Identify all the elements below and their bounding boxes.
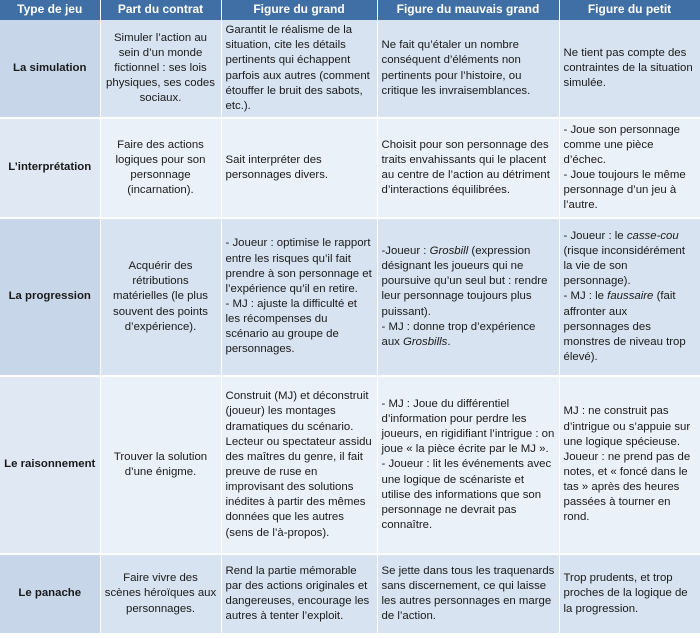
cell-mauvais-grand: Se jette dans tous les traquenards sans discernement, ce qui laisse les autres personnages en marge de l’action. — [377, 554, 559, 634]
header-figure-du-grand: Figure du grand — [221, 0, 377, 20]
cell-petit: Trop prudents, et trop proches de la logique de la progression. — [559, 554, 700, 634]
petit-line: - Joueur : le casse-cou (risque inconsidérément la vie de son personnage). — [563, 229, 686, 288]
cell-part: Faire des actions logiques pour son personnage (incarnation). — [100, 118, 221, 218]
cell-grand: Sait interpréter des personnages divers. — [221, 118, 377, 218]
table-row-interpretation — [0, 118, 700, 218]
cell-type: La simulation — [0, 20, 100, 118]
table-row-simulation — [0, 20, 700, 118]
cell-type: Le raisonnement — [0, 376, 100, 554]
cell-petit: Ne tient pas compte des contraintes de la situation simulée. — [559, 20, 700, 118]
cell-grand: Rend la partie mémorable par des actions originales et dangereuses, encourage les autres à tenter l’exploit. — [221, 554, 377, 634]
grand-line: - Joueur : optimise le rapport entre les risques qu’il fait prendre à son personnage et l’expérience qu’il en retire. — [225, 237, 372, 295]
cell-grand: Construit (MJ) et déconstruit (joueur) les montages dramatiques du scénario. Lecteur ou spectateur assidu des maîtres du genre, il fait preuve de ruse en improvisant des solutions inédites à partir des mêmes données que les autres (sens de l’à-propos). — [221, 376, 377, 554]
cell-petit — [559, 376, 700, 554]
cell-part: Trouver la solution d’une énigme. — [100, 376, 221, 554]
petit-line: - MJ : le faussaire (fait affronter aux personnages des monstres de niveau trop élevé). — [563, 290, 686, 364]
petit-line: - Joue toujours le même personnage d’un jeu à l’autre. — [563, 169, 686, 212]
petit-line: - Joue son personnage comme une pièce d’échec. — [563, 123, 681, 166]
grand-line: - MJ : ajuste la difficulté et les récompenses du scénario au groupe de personnages. — [225, 298, 357, 356]
petit-line: Joueur : ne prend pas de notes, et « foncé dans le tas » après des heures passées à tourner en rond. — [563, 450, 691, 524]
cell-grand: Garantit le réalisme de la situation, cite les détails pertinents qui échappent parfois aux autres (comment étouffer le bruit des sabots, etc.). — [221, 20, 377, 118]
cell-part: Simuler l’action au sein d’un monde fictionnel : ses lois physiques, ses codes sociaux. — [100, 20, 221, 118]
table-row-progression — [0, 218, 700, 376]
table-row-panache — [0, 554, 700, 634]
cell-part: Acquérir des rétributions matérielles (le plus souvent des points d’expérience). — [100, 218, 221, 376]
mauvais-line: -Joueur : Grosbill (expression désignant les joueurs qui ne poursuive qu’un seul but : rendre leur personnage toujours plus puissant). — [381, 244, 548, 318]
cell-grand — [221, 218, 377, 376]
cell-petit — [559, 218, 700, 376]
cell-mauvais-grand: Ne fait qu’étaler un nombre conséquent d’éléments non pertinents pour l’histoire, ou critique les invraisemblances. — [377, 20, 559, 118]
cell-part: Faire vivre des scènes héroïques aux personnages. — [100, 554, 221, 634]
header-type-de-jeu: Type de jeu — [0, 0, 100, 20]
header-part-du-contrat: Part du contrat — [100, 0, 221, 20]
cell-mauvais-grand — [377, 218, 559, 376]
cell-type: La progression — [0, 218, 100, 376]
cell-type: L’interprétation — [0, 118, 100, 218]
mauvais-line: - MJ : Joue du différentiel d’information pour perdre les joueurs, en rigidifiant l’intrigue : on joue « la pièce écrite par le MJ ». — [381, 397, 555, 456]
petit-line: MJ : ne construit pas d’intrigue ou s’appuie sur une logique spécieuse. — [563, 405, 691, 448]
cell-petit — [559, 118, 700, 218]
mauvais-line: - Joueur : lit les événements avec une logique de scénariste et utilise des informations que son personnage ne devrait pas connaître. — [381, 458, 552, 532]
cell-type: Le panache — [0, 554, 100, 634]
cell-mauvais-grand: Choisit pour son personnage des traits envahissants qui le placent au centre de l’action au détriment d’interactions équilibrées. — [377, 118, 559, 218]
header-row — [0, 0, 700, 20]
cell-mauvais-grand — [377, 376, 559, 554]
header-figure-du-petit: Figure du petit — [559, 0, 700, 20]
header-figure-du-mauvais-grand: Figure du mauvais grand — [377, 0, 559, 20]
table-row-raisonnement — [0, 376, 700, 554]
mauvais-line: - MJ : donne trop d’expérience aux Grosbills. — [381, 320, 536, 348]
